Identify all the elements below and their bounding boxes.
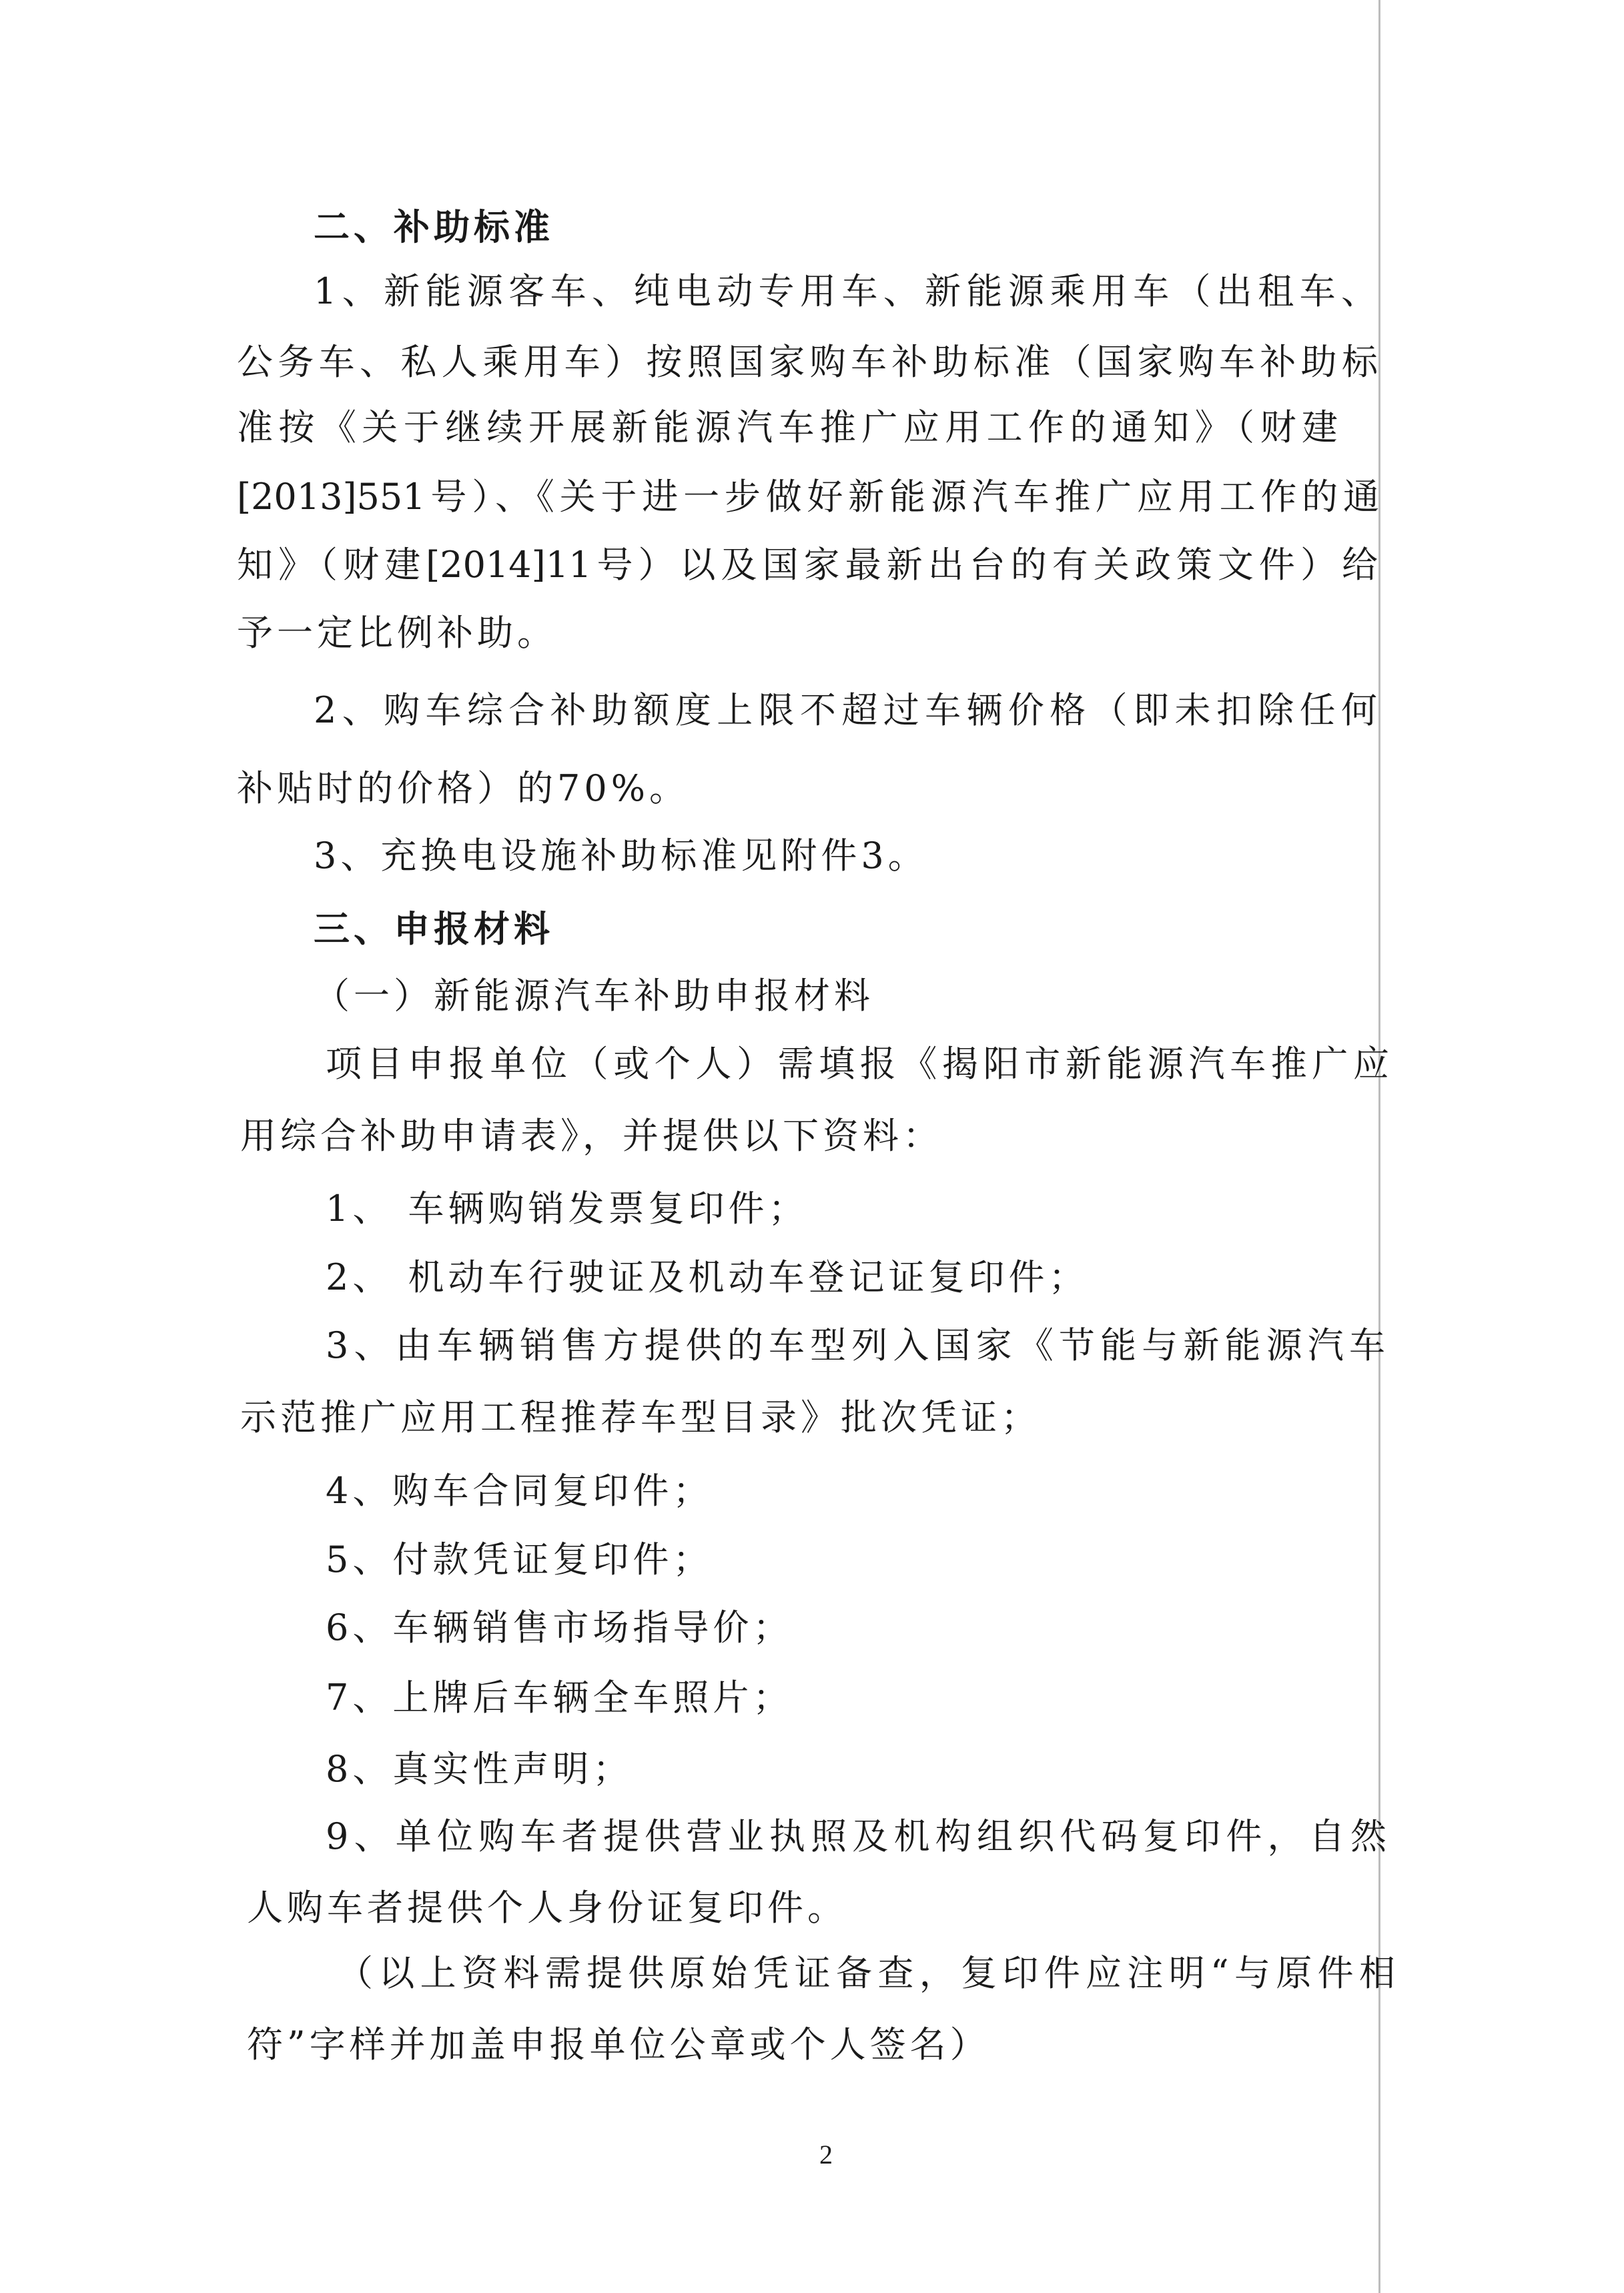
- list-item: 1、 车辆购销发票复印件；: [326, 1188, 809, 1230]
- paragraph-line: 用综合补助申请表》，并提供以下资料：: [240, 1115, 943, 1157]
- list-item: 6、车辆销售市场指导价；: [326, 1607, 793, 1649]
- section-heading-subsidy-standard: 二、补助标准: [314, 205, 554, 248]
- list-item: 2、 机动车行驶证及机动车登记证复印件；: [326, 1256, 1089, 1298]
- paragraph-line: 予一定比例补助。: [237, 612, 557, 654]
- scan-edge-line: [1378, 0, 1380, 2293]
- paragraph-line: 1、新能源客车、纯电动专用车、新能源乘用车（出租车、: [314, 270, 1377, 312]
- list-item: 3、由车辆销售方提供的车型列入国家《节能与新能源汽车: [326, 1324, 1385, 1366]
- paragraph-line: 项目申报单位（或个人）需填报《揭阳市新能源汽车推广应: [326, 1043, 1389, 1085]
- paragraph-line: 补贴时的价格）的70%。: [237, 767, 690, 809]
- list-item: 5、付款凭证复印件；: [326, 1538, 713, 1580]
- paragraph-line: [2013]551号）、《关于进一步做好新能源汽车推广应用工作的通: [237, 476, 1379, 518]
- paragraph-line: 公务车、私人乘用车）按照国家购车补助标准（国家购车补助标: [237, 341, 1378, 383]
- section-heading-application-materials: 三、申报材料: [314, 907, 554, 950]
- paragraph-line: 人购车者提供个人身份证复印件。: [247, 1887, 847, 1929]
- paragraph-line: 3、充换电设施补助标准见附件3。: [314, 835, 928, 877]
- subsection-heading: （一）新能源汽车补助申报材料: [314, 975, 874, 1017]
- paragraph-line: 准按《关于继续开展新能源汽车推广应用工作的通知》（财建: [237, 406, 1338, 448]
- list-item: 9、单位购车者提供营业执照及机构组织代码复印件，自然: [326, 1815, 1386, 1857]
- paragraph-line: 2、购车综合补助额度上限不超过车辆价格（即未扣除任何: [314, 689, 1377, 731]
- list-item: 7、上牌后车辆全车照片；: [326, 1677, 793, 1719]
- list-item: 4、购车合同复印件；: [326, 1470, 713, 1512]
- list-item: 8、真实性声明；: [326, 1748, 633, 1790]
- page-number: 2: [819, 2140, 833, 2170]
- paragraph-line: 示范推广应用工程推荐车型目录》批次凭证；: [240, 1396, 1041, 1438]
- paragraph-line: 知》（财建[2014]11号）以及国家最新出台的有关政策文件）给: [237, 544, 1378, 586]
- note-line: （以上资料需提供原始凭证备查，复印件应注明“与原件相: [337, 1952, 1395, 1994]
- note-line: 符”字样并加盖申报单位公章或个人签名）: [247, 2023, 990, 2066]
